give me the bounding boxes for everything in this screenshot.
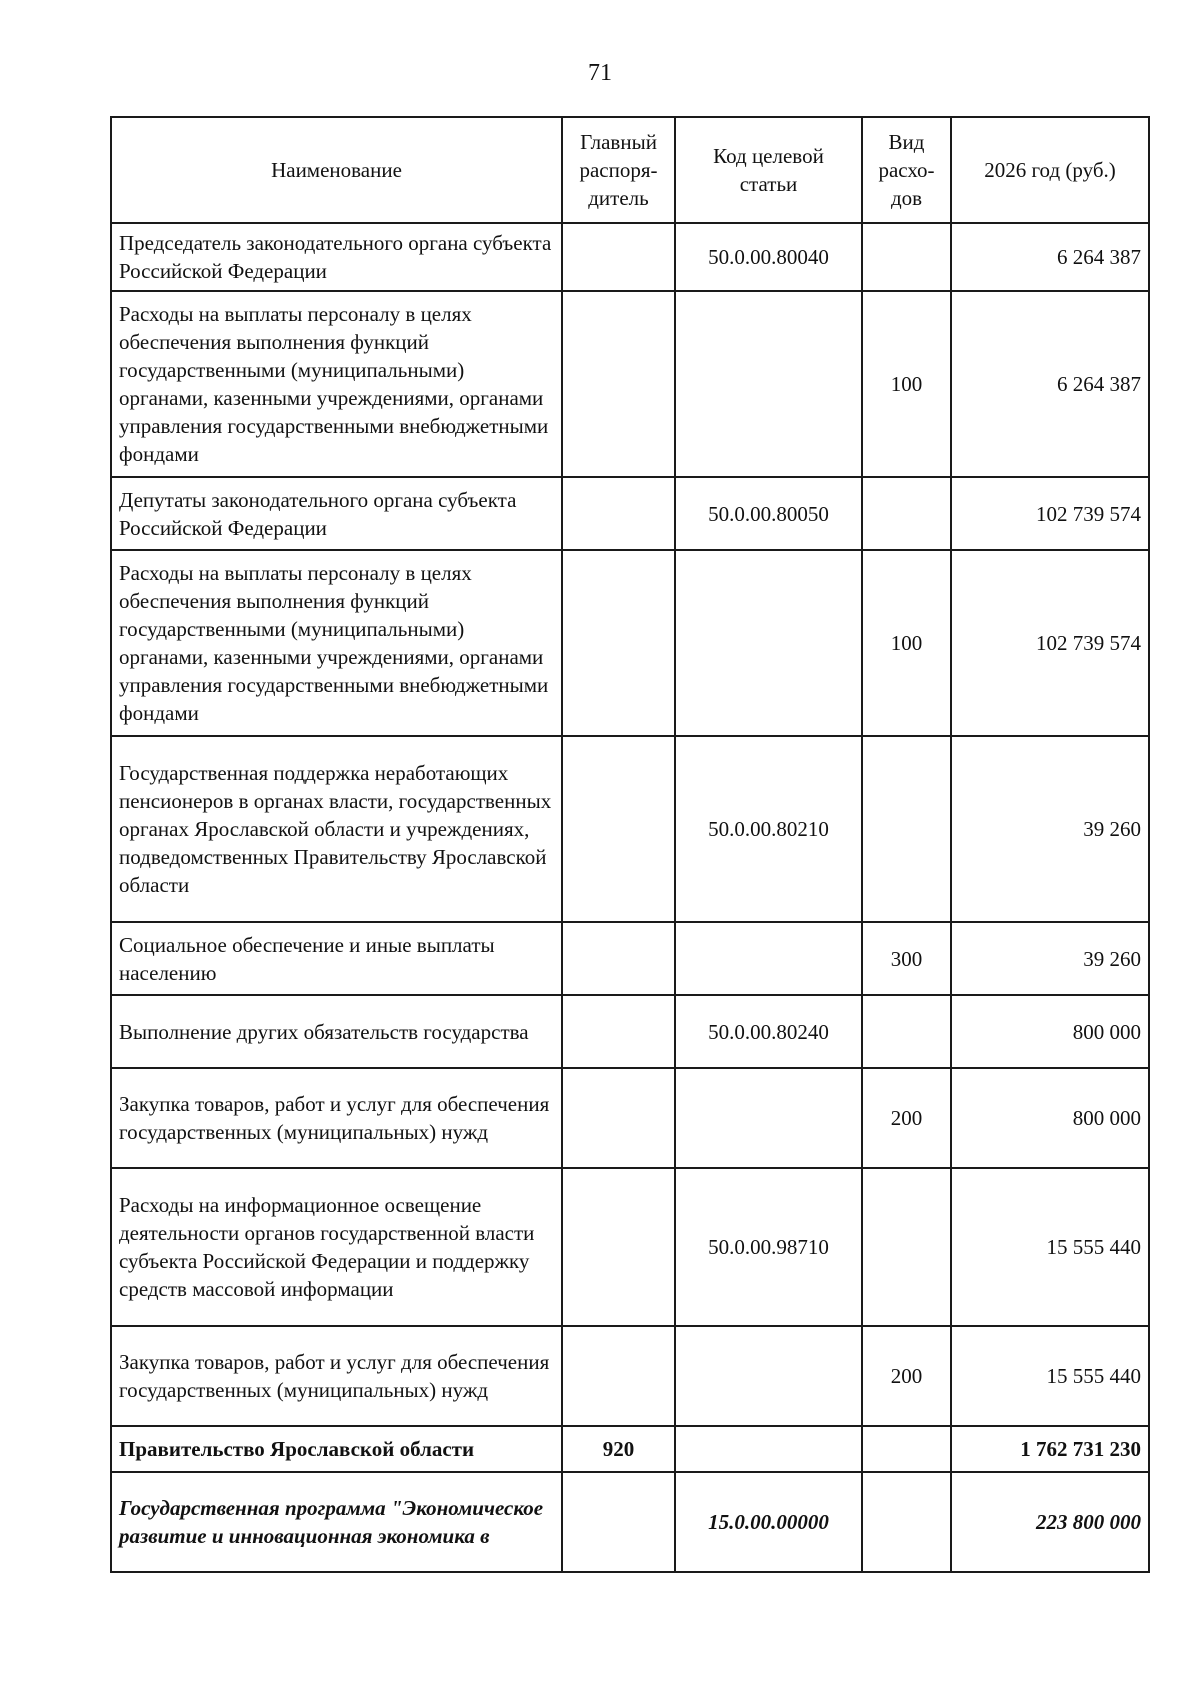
row-manager xyxy=(562,736,675,922)
row-amount: 6 264 387 xyxy=(951,291,1149,477)
row-code xyxy=(675,550,862,736)
table-row xyxy=(111,995,1149,1068)
row-name: Расходы на выплаты персоналу в целях обеспечения выполнения функций государственными (муниципальными) органами, казенными учреждениями, органами управления государственными внебюджетными фондами xyxy=(111,550,562,736)
row-code: 15.0.00.00000 xyxy=(675,1472,862,1572)
row-type xyxy=(862,223,951,291)
row-manager xyxy=(562,1068,675,1168)
row-amount: 39 260 xyxy=(951,736,1149,922)
row-type xyxy=(862,477,951,550)
row-name: Социальное обеспечение и иные выплаты населению xyxy=(111,922,562,995)
row-manager xyxy=(562,922,675,995)
row-amount: 39 260 xyxy=(951,922,1149,995)
table-row xyxy=(111,1426,1149,1472)
page-number: 71 xyxy=(588,60,612,86)
table-row xyxy=(111,223,1149,291)
row-manager xyxy=(562,1168,675,1326)
row-amount: 800 000 xyxy=(951,995,1149,1068)
budget-table xyxy=(110,116,1150,1573)
row-name: Председатель законодательного органа субъекта Российской Федерации xyxy=(111,223,562,291)
row-manager xyxy=(562,1326,675,1426)
header-type: Вид расхо-дов xyxy=(862,117,951,223)
row-amount: 1 762 731 230 xyxy=(951,1426,1149,1472)
table-row xyxy=(111,922,1149,995)
header-name: Наименование xyxy=(111,117,562,223)
row-name: Закупка товаров, работ и услуг для обеспечения государственных (муниципальных) нужд xyxy=(111,1068,562,1168)
row-manager xyxy=(562,550,675,736)
row-type: 200 xyxy=(862,1326,951,1426)
row-code xyxy=(675,1426,862,1472)
table-row xyxy=(111,736,1149,922)
row-amount: 800 000 xyxy=(951,1068,1149,1168)
header-code: Код целевой статьи xyxy=(675,117,862,223)
row-name: Депутаты законодательного органа субъекта Российской Федерации xyxy=(111,477,562,550)
row-name: Выполнение других обязательств государства xyxy=(111,995,562,1068)
row-amount: 223 800 000 xyxy=(951,1472,1149,1572)
row-type xyxy=(862,1168,951,1326)
row-type: 100 xyxy=(862,291,951,477)
row-type: 200 xyxy=(862,1068,951,1168)
row-amount: 15 555 440 xyxy=(951,1168,1149,1326)
row-code: 50.0.00.80040 xyxy=(675,223,862,291)
row-amount: 102 739 574 xyxy=(951,550,1149,736)
row-type: 300 xyxy=(862,922,951,995)
row-name: Расходы на выплаты персоналу в целях обеспечения выполнения функций государственными (муниципальными) органами, казенными учреждениями, органами управления государственными внебюджетными фондами xyxy=(111,291,562,477)
row-amount: 102 739 574 xyxy=(951,477,1149,550)
header-manager: Главный распоря-дитель xyxy=(562,117,675,223)
row-code: 50.0.00.80210 xyxy=(675,736,862,922)
table-row xyxy=(111,1168,1149,1326)
row-manager xyxy=(562,1472,675,1572)
row-amount: 6 264 387 xyxy=(951,223,1149,291)
row-code xyxy=(675,922,862,995)
row-manager: 920 xyxy=(562,1426,675,1472)
row-manager xyxy=(562,291,675,477)
row-manager xyxy=(562,477,675,550)
row-code xyxy=(675,291,862,477)
row-manager xyxy=(562,995,675,1068)
row-name: Расходы на информационное освещение деятельности органов государственной власти субъекта Российской Федерации и поддержку средств массовой информации xyxy=(111,1168,562,1326)
table-row xyxy=(111,291,1149,477)
row-type xyxy=(862,736,951,922)
table-header-row xyxy=(111,117,1149,223)
table-row xyxy=(111,477,1149,550)
row-manager xyxy=(562,223,675,291)
row-amount: 15 555 440 xyxy=(951,1326,1149,1426)
row-code xyxy=(675,1068,862,1168)
row-type xyxy=(862,1426,951,1472)
table-row xyxy=(111,1326,1149,1426)
header-amount: 2026 год (руб.) xyxy=(951,117,1149,223)
table-row xyxy=(111,1068,1149,1168)
row-code: 50.0.00.80240 xyxy=(675,995,862,1068)
row-type xyxy=(862,1472,951,1572)
row-code: 50.0.00.80050 xyxy=(675,477,862,550)
row-name: Закупка товаров, работ и услуг для обеспечения государственных (муниципальных) нужд xyxy=(111,1326,562,1426)
row-type xyxy=(862,995,951,1068)
row-code xyxy=(675,1326,862,1426)
table-row xyxy=(111,550,1149,736)
row-name: Государственная поддержка неработающих пенсионеров в органах власти, государственных органах Ярославской области и учреждениях, подведомственных Правительству Ярославской области xyxy=(111,736,562,922)
row-type: 100 xyxy=(862,550,951,736)
row-name: Государственная программа "Экономическое развитие и инновационная экономика в xyxy=(111,1472,562,1572)
row-code: 50.0.00.98710 xyxy=(675,1168,862,1326)
table-row xyxy=(111,1472,1149,1572)
row-name: Правительство Ярославской области xyxy=(111,1426,562,1472)
